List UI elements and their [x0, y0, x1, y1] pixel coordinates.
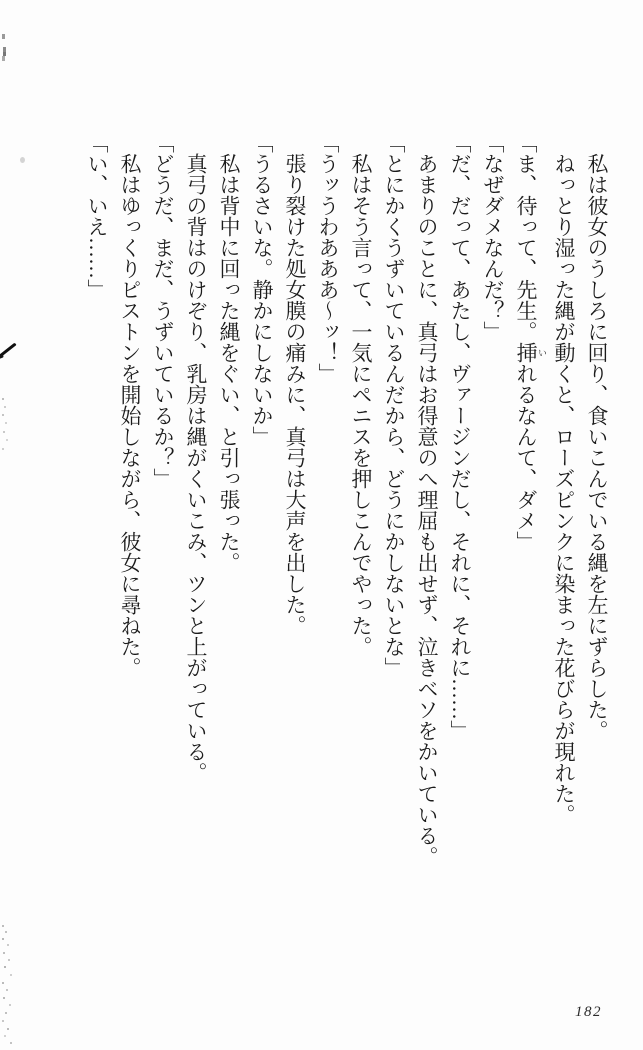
text-line: 真弓の背はのけぞり、乳房は縄がくいこみ、ツンと上がっている。	[184, 132, 208, 783]
text-line: 「うッうわあああ〜ッ！」	[316, 132, 340, 384]
scan-artifact-speckle	[2, 925, 4, 927]
text-line: 私は彼女のうしろに回り、食いこんでいる縄を左にずらした。	[585, 132, 609, 741]
text-line: 私はそう言って、一気にペニスを押しこんでやった。	[349, 132, 373, 657]
scan-artifact-stroke	[0, 343, 17, 359]
text-line: 私はゆっくりピストンを開始しながら、彼女に尋ねた。	[118, 132, 142, 678]
scan-artifact-smudge	[20, 157, 25, 163]
text-segment: れるなんて、ダメ」	[514, 363, 538, 552]
scan-artifact-marks	[2, 34, 5, 39]
text-line: 「い、いえ……」	[85, 132, 109, 300]
text-line: 私は背中に回った縄をぐい、と引っ張った。	[217, 132, 241, 573]
furigana: い	[537, 342, 547, 363]
ruby-base: 挿	[514, 342, 538, 363]
text-line: あまりのことに、真弓はお得意のへ理屈も出せず、泣きベソをかいている。	[415, 132, 439, 867]
text-line: 「なぜダメなんだ？」	[481, 132, 505, 342]
text-line: 張り裂けた処女膜の痛みに、真弓は大声を出した。	[283, 132, 307, 636]
text-line: 「とにかくうずいているんだから、どうにかしないとな」	[382, 132, 406, 678]
ruby-annotation	[514, 342, 547, 363]
text-line: ねっとり湿った縄が動くと、ローズピンクに染まった花びらが現れた。	[552, 132, 576, 825]
page-number: 182	[575, 1004, 602, 1020]
vertical-text-block	[80, 132, 613, 1022]
scan-artifact-speckle	[2, 398, 4, 400]
text-segment: 「ま、待って、先生。	[514, 132, 538, 342]
text-line: 「うるさいな。静かにしないか」	[250, 132, 274, 447]
text-line	[509, 132, 547, 1022]
text-line: 「どうだ、まだ、うずいているか？」	[151, 132, 175, 489]
text-line: 「だ、だって、あたし、ヴァージンだし、それに、それに……」	[448, 132, 472, 741]
